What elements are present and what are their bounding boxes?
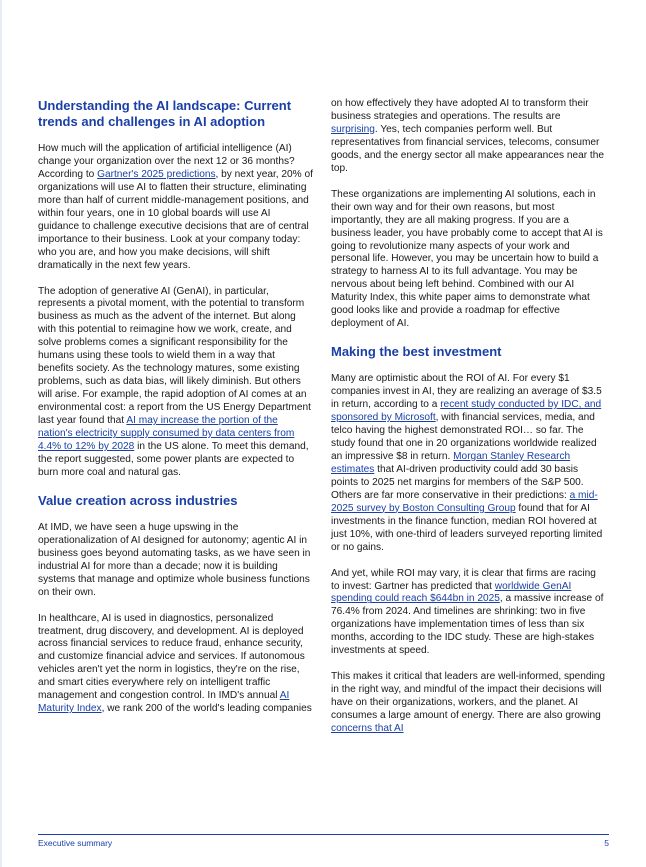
link-genai-spending[interactable]: worldwide GenAI spending could reach $644bn in 2025 — [331, 580, 572, 605]
paragraph-gartner: How much will the application of artificial intelligence (AI) change your organization over the next 12 or 36 months? According to Gartner's 2025 predictions, by next year, 20% of organizations will use AI to flatten their structure, eliminating more than half of current middle-management positions, and within four years, one in 10 global boards will use AI guidance to challenge executive decisions that are of central importance to their business. Look at your company today: who you are, and how you make decisions, will shift dramatically in the next few years. — [38, 143, 313, 271]
heading-ai-landscape: Understanding the AI landscape: Current trends and challenges in AI adoption — [38, 98, 292, 129]
link-idc-study[interactable]: recent study conducted by IDC, and sponsored by Microsoft — [331, 399, 602, 424]
link-surprising[interactable]: surprising — [331, 123, 375, 135]
paragraph-healthcare: In healthcare, AI is used in diagnostics, personalized treatment, drug discovery, and development. AI is deployed across financial services to reduce fraud, enhance security, and customize financial advice and services. If autonomous vehicles aren't yet the norm in logistics, they're on the rise, and smart cities everywhere rely on intelligent traffic management and congestion control. In IMD's annual AI Maturity Index, we rank 200 of the world's leading companies — [38, 612, 312, 715]
link-ai-maturity-index[interactable]: AI Maturity Index — [38, 690, 290, 715]
link-morgan-stanley[interactable]: Morgan Stanley Research estimates — [331, 450, 571, 475]
paragraph-operationalization: At IMD, we have seen a huge upswing in the operationalization of AI designed for autonomy; agentic AI in business goes beyond automating tasks, as we have seen in industrial AI for more than a decade; now it is building systems that manage and optimize whole business functions on their own. — [38, 521, 311, 598]
heading-value-creation: Value creation across industries — [38, 492, 238, 508]
paragraph-roi: Many are optimistic about the ROI of AI. For every $1 companies invest in AI, they are realizing an average of $3.5 in return, according to a recent study conducted by IDC, and sponsored by Microsoft, with financial services, media, and telco having the highest demonstrated ROI… so far. The study found that one in 20 organizations worldwide realized an impressive $8 in return. Morgan Stanley Research estimates that AI-driven productivity could add 30 basis points to 2025 net margins for members of the S&P 500. Others are far more conservative in their predictions: a mid-2025 survey by Boston Consulting Group found that for AI investments in the finance function, median ROI hovered at just 10%, with one-third of leaders surveyed reporting limited or no gains. — [331, 373, 603, 553]
paragraph-racing-to-invest: And yet, while ROI may vary, it is clear that firms are racing to invest: Gartner has predicted that worldwide GenAI spending could reach $644bn in 2025, a massive increase of 76.4% from 2024. And timelines are shrinking: two in five organizations have implementation times of less than six months, according to the IDC study. These are high-stakes investments at speed. — [331, 567, 604, 657]
paragraph-critical: This makes it critical that leaders are well-informed, spending in the right way, and mindful of the impact their decisions will have on their organizations, workers, and the planet. AI consumes a large amount of energy. There are also growing concerns that AI — [331, 671, 606, 735]
link-gartner-predictions[interactable]: Gartner's 2025 predictions — [97, 168, 216, 180]
link-electricity-report[interactable]: AI may increase the portion of the nation's electricity supply consumed by data centers from 4.4% to 12% by 2028 — [38, 415, 295, 452]
footer-divider — [38, 834, 609, 835]
link-bcg-survey[interactable]: a mid-2025 survey by Boston Consulting Group — [331, 489, 598, 514]
link-concerns-ai[interactable]: concerns that AI — [331, 723, 404, 735]
page-number: 5 — [604, 838, 609, 848]
paragraph-genai-adoption: The adoption of generative AI (GenAI), in particular, represents a pivotal moment, with the potential to transform business as much as the advent of the internet. But along with this potential to reimagine how we work, create, and solve problems comes a significant responsibility for the humans using these tools to wield them in a way that benefits society. As the technology matures, some existing problems, such as data bias, will likely diminish. But others will arise. For example, the rapid adoption of AI comes at an environmental cost: a report from the US Energy Department last year found that AI may increase the portion of the nation's electricity supply consumed by data centers from 4.4% to 12% by 2028 in the US alone. To meet this demand, the report suggested, some power plants are expected to burn more coal and natural gas. — [38, 285, 311, 478]
paragraph-implementing: These organizations are implementing AI solutions, each in their own way and for their own reasons, but most importantly, they are all making progress. If you are a business leader, you have probably come to accept that AI is going to revolutionize many aspects of your work and personal life. However, you may be uncertain how to build a strategy to harness AI to its full advantage. You may be nervous about being left behind. Combined with our AI Maturity Index, this white paper aims to demonstrate what good looks like and provide a roadmap for effective deployment of AI. — [331, 188, 603, 330]
right-column — [331, 98, 606, 736]
left-column — [38, 98, 313, 716]
footer-section-label: Executive summary — [38, 838, 113, 848]
paragraph-results: on how effectively they have adopted AI to transform their business strategies and operations. The results are surprising. Yes, tech companies perform well. But representatives from financial services, telecoms, consumer goods, and the energy sector all make appearances near the top. — [331, 98, 604, 174]
page-edge — [0, 0, 2, 867]
heading-best-investment: Making the best investment — [331, 344, 502, 360]
